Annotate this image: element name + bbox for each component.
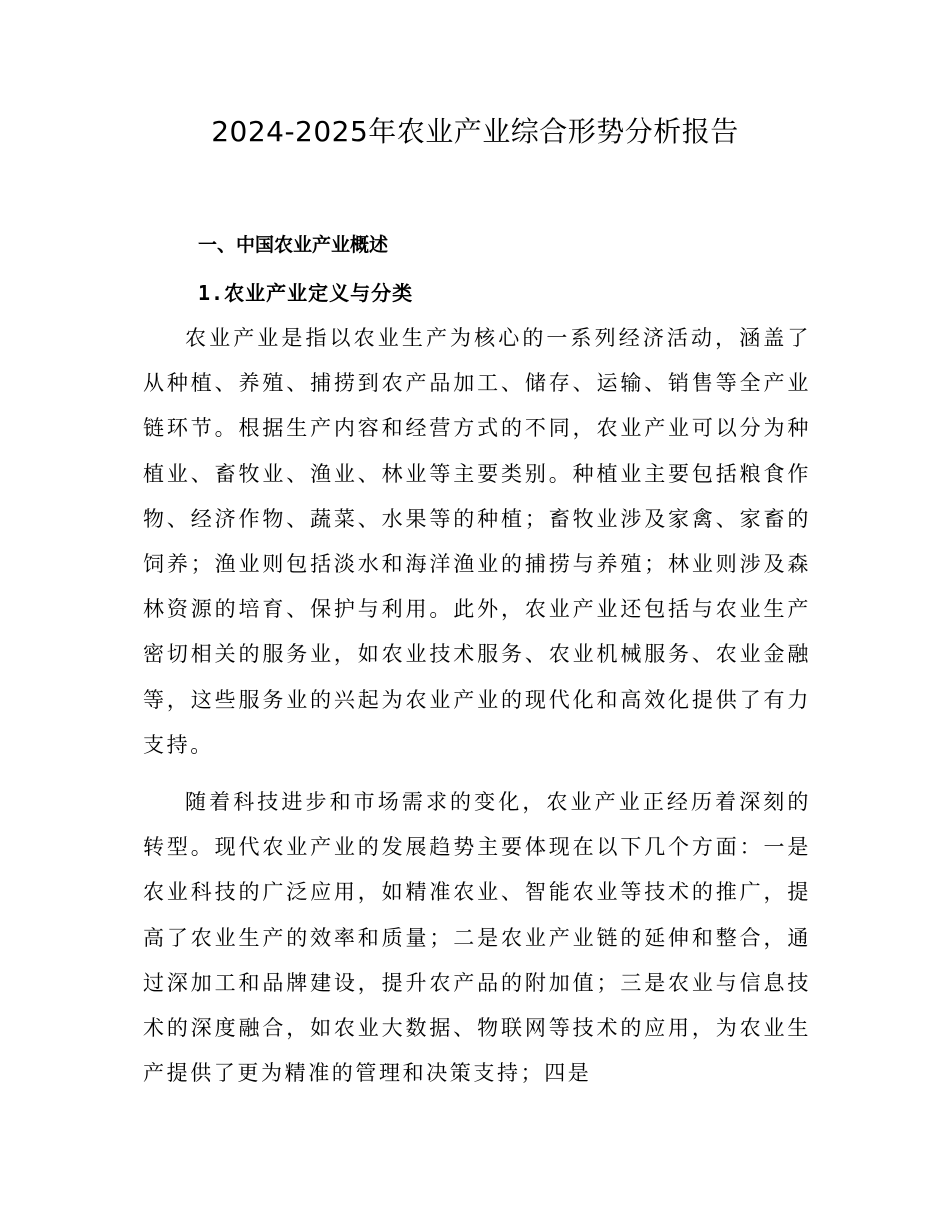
body-paragraph-1: 农业产业是指以农业生产为核心的一系列经济活动，涵盖了从种植、养殖、捕捞到农产品加工、储存、运输、销售等全产业链环节。根据生产内容和经营方式的不同，农业产业可以分为种植业、畜牧业、渔业、林业等主要类别。种植业主要包括粮食作物、经济作物、蔬菜、水果等的种植；畜牧业涉及家禽、家畜的饲养；渔业则包括淡水和海洋渔业的捕捞与养殖；林业则涉及森林资源的培育、保护与利用。此外，农业产业还包括与农业生产密切相关的服务业，如农业技术服务、农业机械服务、农业金融等，这些服务业的兴起为农业产业的现代化和高效化提供了有力支持。	[143, 326, 811, 757]
section-heading: 一、中国农业产业概述	[198, 234, 389, 256]
document-title: 2024-2025年农业产业综合形势分析报告	[211, 115, 739, 148]
body-paragraph-2: 随着科技进步和市场需求的变化，农业产业正经历着深刻的转型。现代农业产业的发展趋势主要体现在以下几个方面：一是农业科技的广泛应用，如精准农业、智能农业等技术的推广，提高了农业生产的效率和质量；二是农业产业链的延伸和整合，通过深加工和品牌建设，提升农产品的附加值；三是农业与信息技术的深度融合，如农业大数据、物联网等技术的应用，为农业生产提供了更为精准的管理和决策支持；四是	[143, 790, 811, 1086]
subsection-heading: 1.农业产业定义与分类	[198, 281, 414, 305]
